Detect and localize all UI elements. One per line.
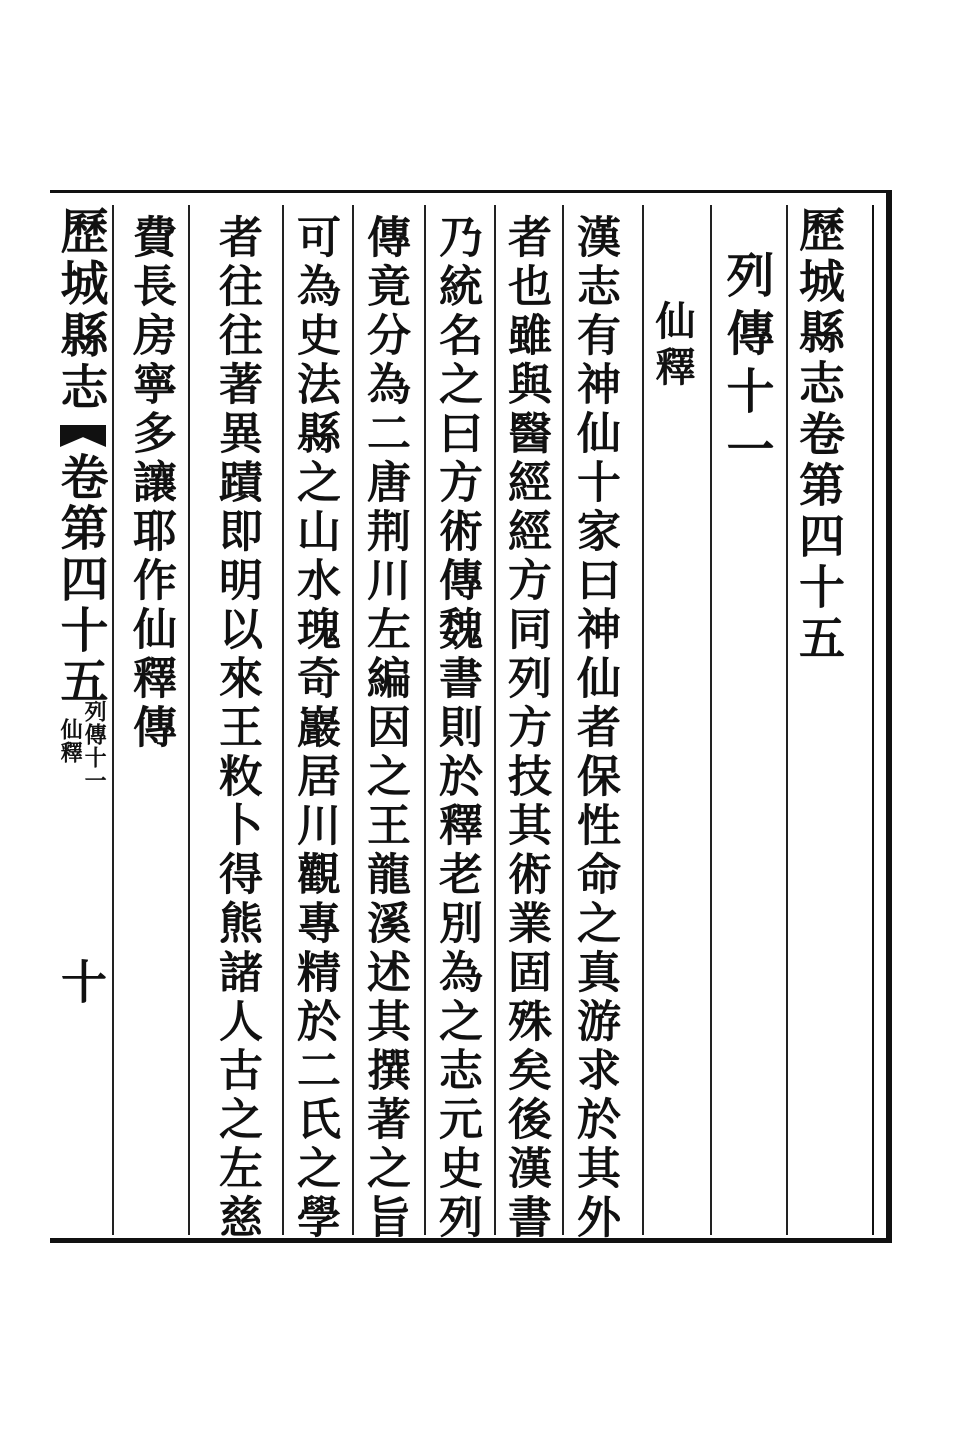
column-divider	[562, 205, 564, 1235]
column-divider	[424, 205, 426, 1235]
section-heading: 列傳十一	[718, 250, 774, 482]
margin-section-line2: 仙釋	[57, 718, 84, 764]
column-divider	[786, 205, 788, 1235]
right-border-inner	[872, 205, 874, 1235]
body-column-6: 者往往著異蹟即明以來王敉卜得熊諸人古之左慈	[211, 214, 262, 1243]
column-divider	[352, 205, 354, 1235]
column-divider	[642, 205, 644, 1235]
column-divider	[710, 205, 712, 1235]
margin-section-line1: 列傳十一	[81, 700, 108, 792]
column-divider	[188, 205, 190, 1235]
body-column-1: 漢志有神仙十家曰神仙者保性命之真游求於其外	[569, 214, 620, 1243]
top-border	[50, 190, 890, 193]
subsection-heading: 仙釋	[649, 300, 696, 392]
body-column-5: 可為史法縣之山水瑰奇巖居川觀專精於二氏之學	[289, 214, 340, 1243]
margin-volume: 卷第四十五	[52, 452, 108, 707]
column-divider	[282, 205, 284, 1235]
margin-book-title: 歷城縣志	[52, 206, 108, 414]
column-divider	[494, 205, 496, 1235]
body-column-4: 傳竟分為二唐荆川左編因之王龍溪述其撰著之旨	[359, 214, 410, 1243]
body-column-7: 費長房寧多讓耶作仙釋傳	[125, 214, 176, 753]
fishtail-ornament	[60, 425, 106, 447]
right-border-outer	[886, 190, 892, 1243]
margin-page-number: 十	[54, 958, 108, 1009]
body-column-2: 者也雖與醫經經方同列方技其術業固殊矣後漢書	[500, 214, 551, 1243]
column-divider	[112, 205, 114, 1235]
volume-title: 歷城縣志卷第四十五	[792, 206, 846, 665]
body-column-3: 乃統名之曰方術傳魏書則於釋老別為之志元史列	[431, 214, 482, 1243]
